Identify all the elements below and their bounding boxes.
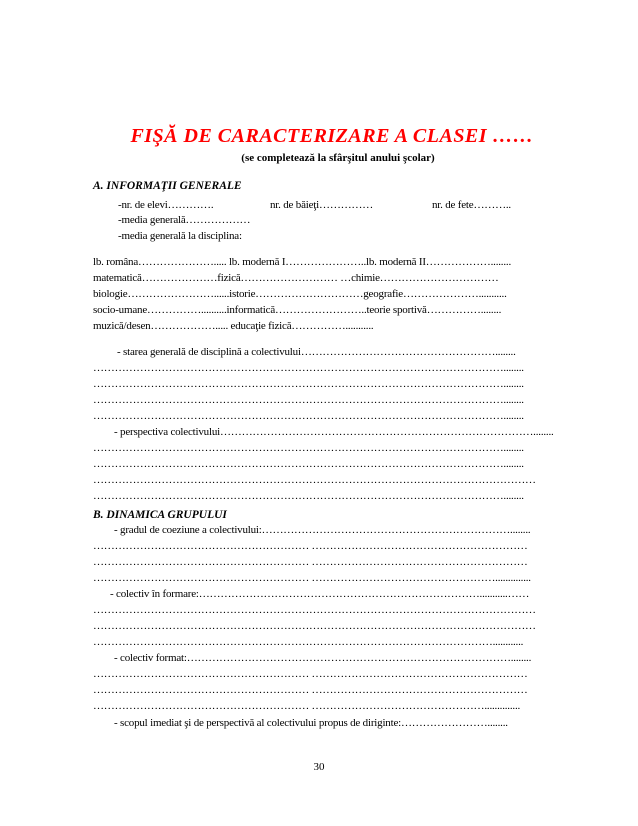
subjects-row: muzică/desen………………..... educaţie fizică……………........... bbox=[93, 320, 374, 332]
subjects-row: socio-umane……………..........informatică……………………..teorie sportivă……………........ bbox=[93, 304, 502, 316]
dotted-line: …………………………………………………………………………………………………............ bbox=[93, 636, 524, 648]
dotted-line: …………………………………………………… …………………………………………………… bbox=[93, 684, 528, 696]
perspective-label: - perspectiva colectivului……………………………………………………………………………........ bbox=[114, 426, 554, 438]
goal-label: - scopul imediat şi de perspectivă al colectivului propus de diriginte:……………………........ bbox=[114, 717, 508, 729]
dotted-line: ……………………………………………………………………………………………………........ bbox=[93, 362, 524, 374]
dotted-line: ……………………………………………………………………………………………………........ bbox=[93, 442, 524, 454]
dotted-line: …………………………………………………… …………………………………………………… bbox=[93, 540, 528, 552]
dotted-line: ……………………………………………………………………………………………………........ bbox=[93, 458, 524, 470]
section-b-heading: B. DINAMICA GRUPULUI bbox=[93, 509, 227, 521]
dotted-line: …………………………………………………… ………………………………………….............. bbox=[93, 700, 521, 712]
page-subtitle: (se completează la sfârşitul anului şcolar) bbox=[241, 152, 435, 164]
section-a-heading: A. INFORMAŢII GENERALE bbox=[93, 180, 242, 192]
dotted-line: …………………………………………………………………………………………………………… bbox=[93, 474, 536, 486]
discipline-state-label: - starea generală de disciplină a colectivului………………………………………………........ bbox=[117, 346, 516, 358]
dotted-line: …………………………………………………… …………………………………………………… bbox=[93, 556, 528, 568]
dotted-line: ……………………………………………………………………………………………………........ bbox=[93, 378, 524, 390]
page-title: FIŞĂ DE CARACTERIZARE A CLASEI …… bbox=[130, 125, 534, 147]
dotted-line: …………………………………………………… …………………………………………….............. bbox=[93, 572, 531, 584]
general-average-field: -media generală……………… bbox=[118, 214, 251, 226]
dotted-line: ……………………………………………………………………………………………………........ bbox=[93, 394, 524, 406]
dotted-line: …………………………………………………………………………………………………………… bbox=[93, 620, 536, 632]
forming-collective-label: - colectiv în formare:……………………………………………………………………...........…… bbox=[110, 588, 530, 600]
dotted-line: ……………………………………………………………………………………………………........ bbox=[93, 490, 524, 502]
dotted-line: …………………………………………………………………………………………………………… bbox=[93, 604, 536, 616]
dotted-line: ……………………………………………………………………………………………………........ bbox=[93, 410, 524, 422]
page-number: 30 bbox=[313, 761, 325, 773]
subjects-row: matematică…………………fizică……………………… …chimie…………………………… bbox=[93, 272, 499, 284]
cohesion-label: - gradul de coeziune a colectivului:……………………………………………………………........ bbox=[114, 524, 531, 536]
dotted-line: …………………………………………………… …………………………………………………… bbox=[93, 668, 528, 680]
boys-count-field: nr. de băieţi…………… bbox=[270, 199, 374, 211]
subjects-row: lb. româna…………………..... lb. modernă I…………………..lb. modernă II………………........ bbox=[93, 256, 512, 268]
discipline-average-label: -media generală la disciplina: bbox=[118, 230, 242, 242]
subjects-row: biologie……………………......istorie…………………………geografie…………………........... bbox=[93, 288, 507, 300]
students-count-field: -nr. de elevi…………. bbox=[118, 199, 214, 211]
formed-collective-label: - colectiv format:………………………………………………………………………………........ bbox=[114, 652, 532, 664]
girls-count-field: nr. de fete……….. bbox=[432, 199, 511, 211]
